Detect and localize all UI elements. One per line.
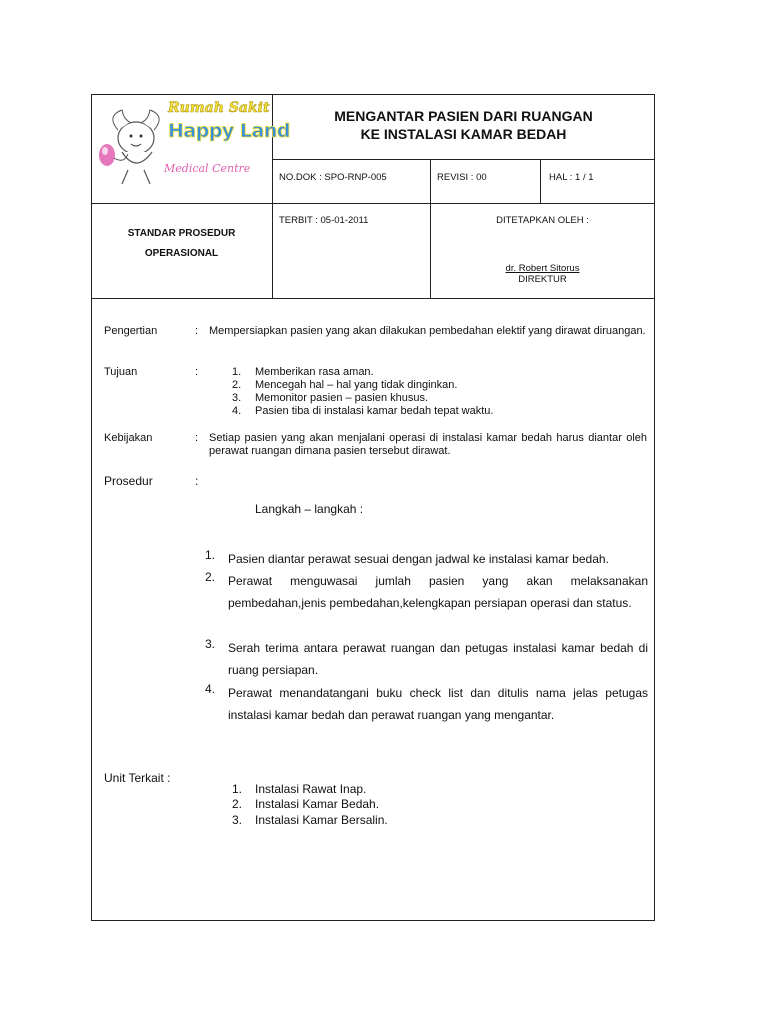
unit-terkait-label: Unit Terkait :: [104, 771, 171, 785]
tujuan-colon: :: [195, 366, 199, 378]
signer-name: dr. Robert Sitorus: [505, 263, 580, 274]
kebijakan-label: Kebijakan: [104, 432, 153, 444]
prosedur-colon: :: [195, 474, 199, 488]
page-number: HAL : 1 / 1: [549, 172, 594, 183]
pengertian-text: Mempersiapkan pasien yang akan dilakukan pembedahan elektif yang dirawat diruangan.: [209, 325, 646, 337]
tujuan-item-1: Memberikan rasa aman.: [255, 366, 374, 378]
issue-date: TERBIT : 05-01-2011: [279, 215, 369, 226]
logo-line-1: Rumah Sakit: [168, 100, 270, 116]
tujuan-num-3: 3.: [232, 392, 242, 404]
tujuan-label: Tujuan: [104, 366, 138, 378]
prosedur-subheading: Langkah – langkah :: [255, 502, 364, 516]
pengertian-colon: :: [195, 325, 199, 337]
pengertian-label: Pengertian: [104, 325, 158, 337]
unit-item-1: Instalasi Rawat Inap.: [255, 782, 367, 796]
logo-line-3: Medical Centre: [164, 162, 251, 175]
kebijakan-text: Setiap pasien yang akan menjalani operasi di instalasi kamar bedah harus diantar oleh perawat ruangan dimana pasien tersebut dirawat.: [209, 432, 647, 457]
unit-num-1: 1.: [232, 782, 243, 796]
document-title-line-1: MENGANTAR PASIEN DARI RUANGAN: [334, 108, 593, 124]
document-title-line-2: KE INSTALASI KAMAR BEDAH: [360, 126, 567, 142]
logo-line-2: Happy Land: [168, 120, 290, 142]
revision-number: REVISI : 00: [437, 172, 487, 183]
kebijakan-colon: :: [195, 432, 199, 444]
header-col-divider-3: [540, 159, 541, 203]
unit-item-2: Instalasi Kamar Bedah.: [255, 797, 380, 811]
step-text-3: Serah terima antara perawat ruangan dan petugas instalasi kamar bedah di ruang persiapan.: [228, 641, 648, 677]
tujuan-num-1: 1.: [232, 366, 242, 378]
document-number: NO.DOK : SPO-RNP-005: [279, 172, 387, 183]
unit-item-3: Instalasi Kamar Bersalin.: [255, 813, 388, 827]
sop-label-line-1: STANDAR PROSEDUR: [127, 228, 236, 239]
tujuan-num-2: 2.: [232, 379, 242, 391]
step-text-1: Pasien diantar perawat sesuai dengan jadwal ke instalasi kamar bedah.: [228, 552, 609, 566]
prosedur-label: Prosedur: [104, 474, 153, 488]
tujuan-num-4: 4.: [232, 405, 242, 417]
header-divider-1: [272, 159, 655, 160]
sop-label-line-2: OPERASIONAL: [144, 248, 219, 259]
step-text-4: Perawat menandatangani buku check list dan ditulis nama jelas petugas instalasi kamar bedah dan perawat ruangan yang mengantar.: [228, 686, 648, 722]
step-num-2: 2.: [205, 570, 216, 584]
step-num-1: 1.: [205, 548, 216, 562]
unit-num-2: 2.: [232, 797, 243, 811]
tujuan-item-4: Pasien tiba di instalasi kamar bedah tepat waktu.: [255, 405, 494, 417]
unit-num-3: 3.: [232, 813, 243, 827]
header-divider-2: [91, 203, 655, 204]
step-text-2: Perawat menguwasai jumlah pasien yang akan melaksanakan pembedahan,jenis pembedahan,kelengkapan persiapan operasi dan status.: [228, 574, 648, 610]
tujuan-item-3: Memonitor pasien – pasien khusus.: [255, 392, 429, 404]
tujuan-item-2: Mencegah hal – hal yang tidak dinginkan.: [255, 379, 458, 391]
header-divider-3: [91, 298, 655, 299]
hospital-logo: [98, 100, 290, 190]
signer-title: DIREKTUR: [518, 274, 567, 285]
step-num-3: 3.: [205, 637, 216, 651]
step-num-4: 4.: [205, 682, 216, 696]
approved-by-label: DITETAPKAN OLEH :: [496, 215, 589, 226]
